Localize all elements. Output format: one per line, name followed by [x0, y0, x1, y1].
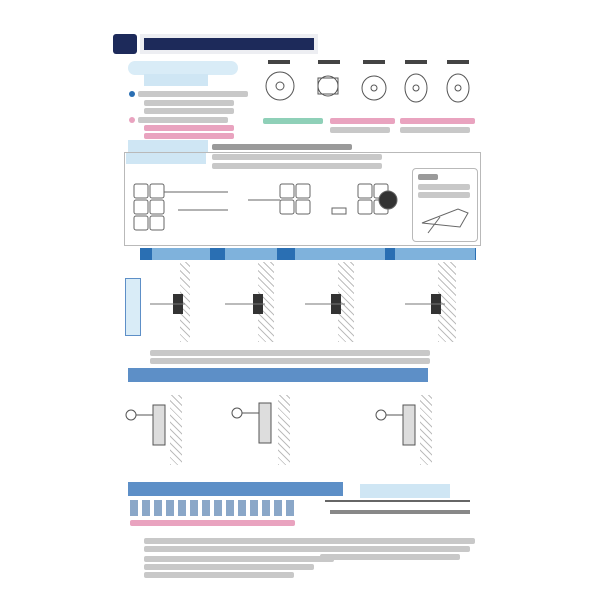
- note-line: [144, 100, 234, 106]
- dimension-line: [325, 500, 470, 502]
- panel-header-tile: [126, 153, 206, 164]
- note-line: [144, 125, 234, 131]
- note-line: [144, 133, 234, 139]
- section-header-handrail: [128, 368, 428, 382]
- note-line: [144, 108, 234, 114]
- tile-drilling-diagram: [128, 170, 238, 240]
- note-line: [212, 163, 382, 169]
- bullet-icon: [129, 91, 135, 97]
- note-line: [144, 538, 334, 544]
- bracket-models-diagram: [258, 58, 478, 138]
- note-line: [150, 350, 430, 356]
- caulking-gun-icon: [420, 205, 470, 235]
- note-line: [400, 127, 470, 133]
- note-line: [144, 572, 294, 578]
- note-line: [418, 184, 470, 190]
- note-line: [263, 118, 323, 124]
- tab-tile-mortar-wood: [295, 248, 385, 260]
- note-line: [400, 118, 475, 124]
- tab-concrete: [225, 248, 277, 260]
- note-line: [418, 192, 470, 198]
- rail-bar: [330, 510, 470, 514]
- section-header-bracket-base: [128, 482, 343, 496]
- note-line: [330, 127, 390, 133]
- bracket-screw-diagram: [350, 170, 410, 240]
- bracket-base-illustration: [130, 500, 295, 516]
- note-line: [144, 556, 334, 562]
- note-line: [138, 117, 228, 123]
- section-header-preparation: [128, 61, 238, 75]
- note-line: [150, 358, 430, 364]
- note-line: [212, 154, 382, 160]
- plug-insert-diagram: [240, 170, 350, 240]
- wall-section-handrail1: [170, 395, 182, 465]
- bullet-icon: [129, 117, 135, 123]
- note-line: [144, 564, 314, 570]
- tab-board-backing: [395, 248, 475, 260]
- anchor-detail-diagram: [145, 262, 475, 342]
- reference-title: [418, 174, 438, 180]
- note-line: [320, 538, 475, 544]
- wall-section-handrail2: [278, 395, 290, 465]
- note-line: [212, 144, 352, 150]
- note-line: [138, 91, 248, 97]
- note-line: [130, 520, 295, 526]
- side-tab-wall-example: [125, 278, 141, 336]
- note-line: [144, 546, 324, 552]
- logo-icon: [113, 34, 137, 54]
- section-header-mounting-position: [360, 484, 450, 498]
- note-line: [330, 118, 395, 124]
- wall-section-handrail3: [420, 395, 432, 465]
- note-line: [320, 546, 470, 552]
- subsection-header-mounting-holes: [144, 74, 208, 86]
- note-line: [320, 554, 460, 560]
- tab-plasterboard: [152, 248, 210, 260]
- page-title: [140, 32, 320, 56]
